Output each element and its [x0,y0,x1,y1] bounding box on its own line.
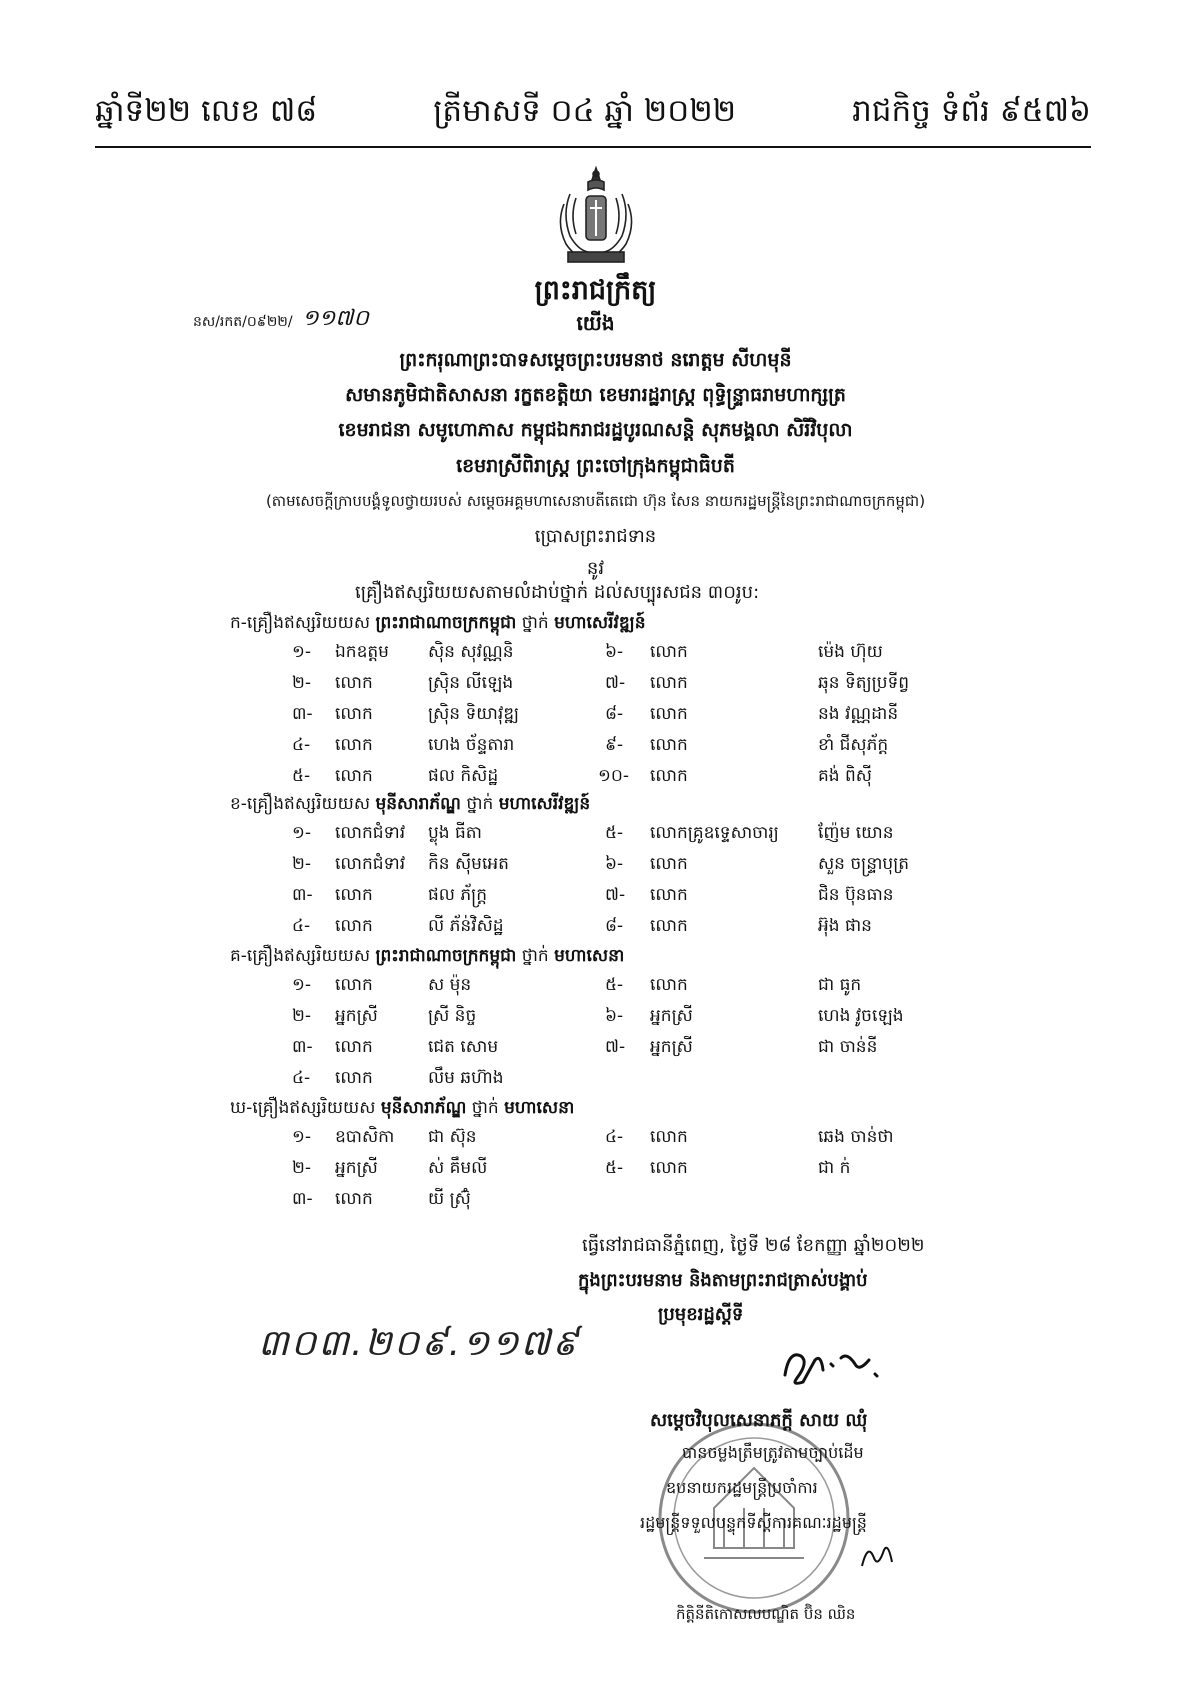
item-honorific: អ្នកស្រី [650,1037,693,1057]
item-honorific: លោក [650,735,688,755]
decree-ref-handwritten: ១១៧០ [302,306,369,331]
signature-mark-icon [775,1330,895,1400]
item-name: អ៊ុង ផាន [818,916,872,936]
item-number: ៨- [605,704,624,724]
item-name: ផល ភ័ក្រ្ត [428,885,488,905]
item-number: ៣- [292,704,313,724]
item-honorific: លោក [335,704,373,724]
section-medal-name: ព្រះរាជាណាចក្រកម្ពុជា [375,613,517,633]
item-name: សួន ចន្ទ្រាបុត្រ [818,854,910,874]
gazette-header [95,92,1091,137]
certified-copy-note: បានចម្លងត្រឹមត្រូវតាមច្បាប់ដើម [682,1443,864,1462]
item-name: នង វណ្ណដានី [818,704,899,724]
section-medal-name: មុនីសារាភ័ណ្ឌ [380,1098,467,1118]
section-class-word: ថ្នាក់ [516,613,555,633]
section-class-word: ថ្នាក់ [516,946,555,966]
item-number: ១០- [598,766,630,786]
item-name: យី ស្រ៊ុំ [428,1189,471,1209]
item-name: គង់ ពិស៊ី [818,766,872,786]
item-number: ៣- [292,1189,313,1209]
item-honorific: លោក [335,1037,373,1057]
certifier-name: កិត្តិនីតិកោសលបណ្ឌិត ប៊ិន ឈិន [676,1605,856,1623]
section-title [230,945,624,970]
item-honorific: លោក [335,735,373,755]
on-behalf-line: ក្នុងព្រះបរមនាម និងតាមព្រះរាជត្រាស់បង្គាប់ [578,1270,868,1291]
item-name: ស៊ិន សុវណ្ណនិ [428,642,514,662]
item-honorific: លោក [650,1158,688,1178]
section-prefix: ខ-គ្រឿងឥស្សរិយយស [230,794,376,814]
item-honorific: លោក [650,975,688,995]
item-name: ហេង វូចឡេង [818,1006,904,1026]
item-honorific: លោក [650,854,688,874]
acting-head-of-state-title: ប្រមុខរដ្ឋស្តីទី [658,1304,744,1325]
section-title [230,612,646,637]
item-number: ២- [292,673,312,693]
item-number: ២- [292,1006,312,1026]
item-number: ៥- [605,1158,624,1178]
item-number: ២- [292,1158,312,1178]
king-title-line-3: ខេមរាជនា សមូហោភាស កម្ពុជឯករាជរដ្ឋបូរណសន្តិ សុភមង្គលា សិរីវិបុលា [338,419,853,441]
item-number: ៤- [292,916,311,936]
item-name: ជិន ប៊ុនធាន [818,885,894,905]
item-name: ជា ធូក [818,975,862,995]
item-number: ៥- [605,975,624,995]
gazette-year-issue: ឆ្នាំទី២២ លេខ ៧៨ [95,93,318,129]
item-honorific: លោកជំទាវ [335,823,406,843]
item-honorific: លោក [335,1189,373,1209]
item-name: ខាំ ជីសុភ័ក្ត [818,735,889,755]
medal-summary: គ្រឿងឥស្សរិយយសតាមលំដាប់ថ្នាក់ ដល់សប្បុរសជន ៣០រូប: [355,582,760,603]
item-number: ៣- [292,885,313,905]
item-number: ៦- [605,1006,624,1026]
item-honorific: លោក [650,642,688,662]
item-name: ស្រី និច្ច [428,1006,477,1026]
section-prefix: គ-គ្រឿងឥស្សរិយយស [230,946,376,966]
item-number: ៩- [605,735,624,755]
minister-title: រដ្ឋមន្ត្រីទទួលបន្ទុកទីស្តីការគណៈរដ្ឋមន្ត្រី [640,1513,867,1532]
section-class-word: ថ្នាក់ [460,794,499,814]
decree-we: យើង [576,311,615,335]
item-name: ស្រ៊ិន លីឡេង [428,673,514,693]
handwritten-reference: ៣០៣.២០៩.១១៧៩ [258,1323,580,1364]
king-title-line-2: សមានភូមិជាតិសាសនា រក្ខតខត្តិយា ខេមរារដ្ឋរាស្ត្រ ពុទ្ធិន្ទ្រាធរាមហាក្សត្រ [345,384,846,406]
item-honorific: លោក [650,673,688,693]
nouv-line: នូវ [586,558,605,579]
initial-signature-icon [858,1536,898,1576]
item-honorific: លោក [650,704,688,724]
item-honorific: លោក [335,885,373,905]
section-class-name: មហាសេនា [554,946,625,966]
king-title-line-1: ព្រះករុណាព្រះបាទសម្តេចព្រះបរមនាថ នរោត្តម សីហមុនី [399,349,792,371]
item-honorific: លោក [650,1127,688,1147]
item-honorific: លោក [650,885,688,905]
item-name: ប្លុង ធីតា [428,823,482,843]
item-honorific: លោក [335,1068,373,1088]
item-number: ៣- [292,1037,313,1057]
item-number: ១- [292,823,312,843]
item-number: ៤- [605,1127,624,1147]
item-name: លឹម ឆហ៊ាង [428,1068,504,1088]
deputy-pm-title: ឧបនាយករដ្ឋមន្ត្រីប្រចាំការ [666,1478,818,1497]
decree-title: ព្រះរាជក្រឹត្យ [534,275,657,306]
item-number: ១- [292,642,312,662]
header-divider [95,146,1091,148]
section-prefix: ឃ-គ្រឿងឥស្សរិយយស [230,1098,381,1118]
signer-name: សម្តេចវិបុលសេនាភក្តី សាយ ឈុំ [650,1410,868,1431]
decree-ref-number: នស/រកត/០៩២២/ [193,314,293,330]
item-name: ឆុន ទិត្យប្រទីព្វ [818,673,910,693]
item-name: ញ៉ែម យោន [818,823,894,843]
section-prefix: ក-គ្រឿងឥស្សរិយយស [230,613,376,633]
item-name: ស់ គឹមលី [428,1158,488,1178]
section-title [230,793,590,818]
item-number: ៤- [292,735,311,755]
item-number: ៥- [605,823,624,843]
item-name: ជេត សោម [428,1037,499,1057]
item-name: ផល កិសិដ្ឋ [428,766,499,786]
item-name: ស្រ៊ិន ទិយាវុឌ្ឍ [428,704,520,724]
section-title [230,1097,574,1122]
gazette-quarter: ត្រីមាសទី ០៤ ឆ្នាំ ២០២២ [433,93,737,129]
gazette-page: រាជកិច្ច ទំព័រ ៩៥៧៦ [852,93,1091,129]
item-name: ហេង ច័ន្ទតារា [428,735,515,755]
section-class-word: ថ្នាក់ [466,1098,505,1118]
item-honorific: អ្នកស្រី [335,1006,378,1026]
item-honorific: លោកគ្រូឧទ្ទេសាចារ្យ [650,823,779,843]
item-number: ៧- [605,673,626,693]
item-number: ១- [292,975,312,995]
king-title-line-4: ខេមរាស្រីពិរាស្ត្រ ព្រះចៅក្រុងកម្ពុជាធិបតី [456,455,735,477]
section-class-name: មហាសេរីវឌ្ឍន៍ [554,613,646,633]
item-name: លី ភ័ន់វិសិដ្ឋ [428,916,504,936]
item-number: ៤- [292,1068,311,1088]
section-medal-name: មុនីសារាភ័ណ្ឌ [375,794,461,814]
item-number: ៧- [605,885,626,905]
section-class-name: មហាសេនា [504,1098,575,1118]
item-honorific: លោក [335,916,373,936]
item-honorific: លោក [335,673,373,693]
item-honorific: អ្នកស្រី [335,1158,378,1178]
royal-arms-emblem-icon [548,164,644,266]
item-honorific: លោក [335,766,373,786]
item-number: ៦- [605,854,624,874]
item-name: ជា ចាន់នី [818,1037,878,1057]
item-number: ១- [292,1127,312,1147]
item-honorific: ឧបាសិកា [335,1127,395,1147]
item-number: ២- [292,854,312,874]
item-name: ជា ក់ [818,1158,851,1178]
item-number: ៦- [605,642,624,662]
section-class-name: មហាសេរីវឌ្ឍន៍ [498,794,591,814]
item-name: ម៉េង ហ៊ុយ [818,642,883,662]
place-and-date: ធ្វើនៅរាជធានីភ្នំពេញ, ថ្ងៃទី ២៨ ខែកញ្ញា ឆ្នាំ២០២២ [582,1235,925,1256]
item-honorific: អ្នកស្រី [650,1006,693,1026]
item-honorific: ឯកឧត្តម [335,642,389,662]
item-name: ស ម៉ុន [428,975,472,995]
grant-line: ប្រោសព្រះរាជទាន [534,526,657,547]
item-number: ៥- [292,766,311,786]
recommendation-note: (តាមសេចក្តីក្រាបបង្គំទូលថ្វាយរបស់ សម្តេចអគ្គមហាសេនាបតីតេជោ ហ៊ុន សែន នាយករដ្ឋមន្ត្រីនៃព្រះរាជាណាចក្រកម្ពុជា) [265,492,926,510]
item-honorific: លោក [650,916,688,936]
item-number: ៧- [605,1037,626,1057]
item-honorific: លោកជំទាវ [335,854,406,874]
item-number: ៨- [605,916,624,936]
item-honorific: លោក [650,766,688,786]
item-name: ឆេង ចាន់ថា [818,1127,894,1147]
section-medal-name: ព្រះរាជាណាចក្រកម្ពុជា [375,946,517,966]
item-name: កិន ស៊ីមអេត [428,854,509,874]
item-honorific: លោក [335,975,373,995]
item-name: ជា ស៊ុន [428,1127,477,1147]
